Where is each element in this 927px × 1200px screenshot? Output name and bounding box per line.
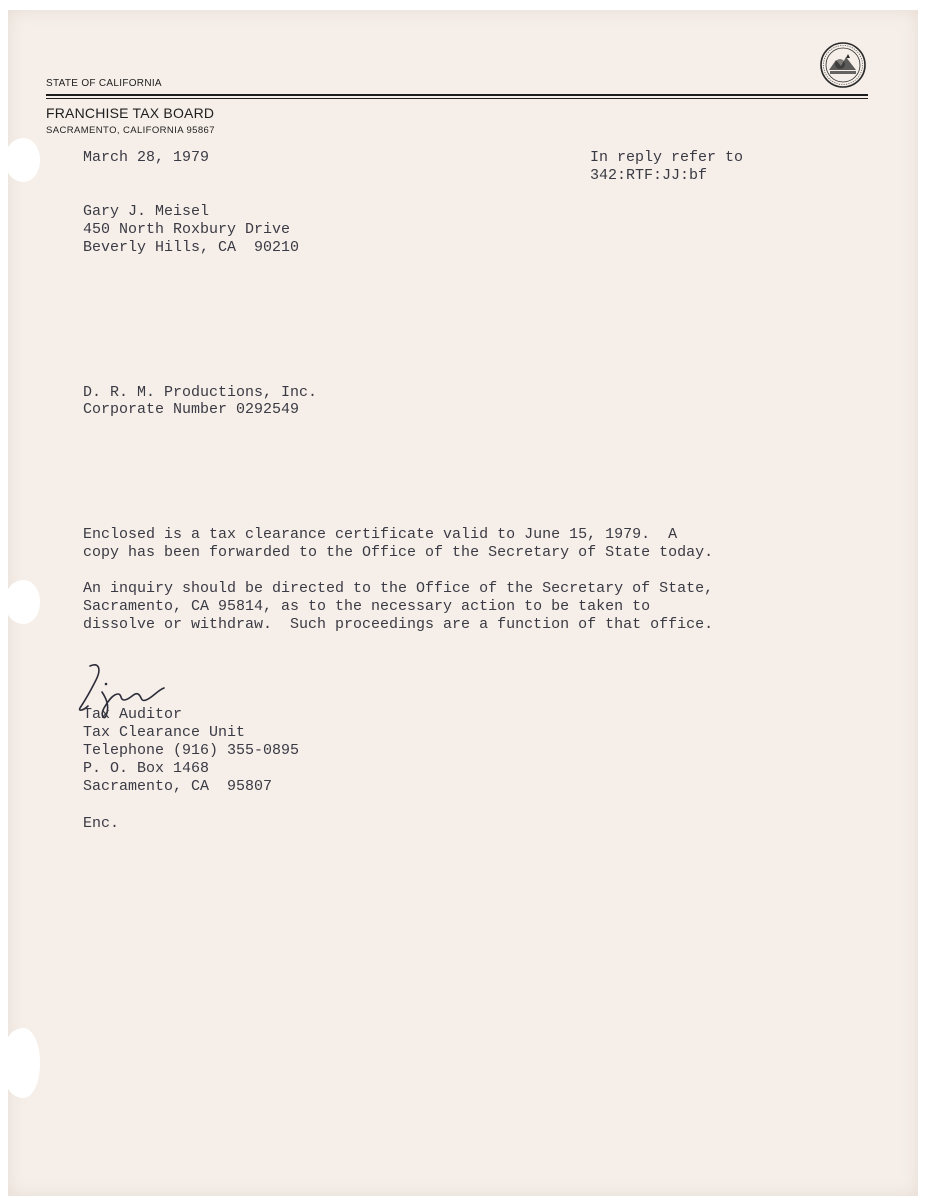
binder-hole	[6, 580, 40, 624]
enclosure-note: Enc.	[83, 815, 120, 832]
body-paragraph-line: copy has been forwarded to the Office of the Secretary of State today.	[83, 544, 714, 561]
body-paragraph-line: dissolve or withdraw. Such proceedings are a function of that office.	[83, 616, 714, 633]
letterhead-agency: FRANCHISE TAX BOARD	[46, 105, 215, 121]
state-seal-icon	[820, 42, 866, 88]
letterhead-address: SACRAMENTO, CALIFORNIA 95867	[46, 125, 215, 136]
body-paragraph-line: Sacramento, CA 95814, as to the necessary action to be taken to	[83, 598, 651, 615]
letter-page	[8, 10, 918, 1196]
reference-label: In reply refer to	[590, 149, 744, 166]
sender-telephone: Telephone (916) 355-0895	[83, 742, 300, 759]
letterhead-state: STATE OF CALIFORNIA	[46, 78, 162, 89]
sender-po-box: P. O. Box 1468	[83, 760, 210, 777]
sender-city: Sacramento, CA 95807	[83, 778, 273, 795]
body-paragraph-line: Enclosed is a tax clearance certificate valid to June 15, 1979. A	[83, 526, 678, 543]
letterhead-rule	[46, 98, 868, 99]
recipient-street: 450 North Roxbury Drive	[83, 221, 291, 238]
binder-hole	[6, 138, 40, 182]
subject-company: D. R. M. Productions, Inc.	[83, 384, 318, 401]
recipient-name: Gary J. Meisel	[83, 203, 210, 220]
sender-unit: Tax Clearance Unit	[83, 724, 246, 741]
letter-date: March 28, 1979	[83, 149, 210, 166]
subject-corporate-number: Corporate Number 0292549	[83, 401, 300, 418]
reference-code: 342:RTF:JJ:bf	[590, 167, 708, 184]
binder-hole	[6, 1028, 40, 1098]
recipient-city: Beverly Hills, CA 90210	[83, 239, 300, 256]
body-paragraph-line: An inquiry should be directed to the Office of the Secretary of State,	[83, 580, 714, 597]
sender-title: Tax Auditor	[83, 706, 183, 723]
letterhead-rule	[46, 94, 868, 96]
